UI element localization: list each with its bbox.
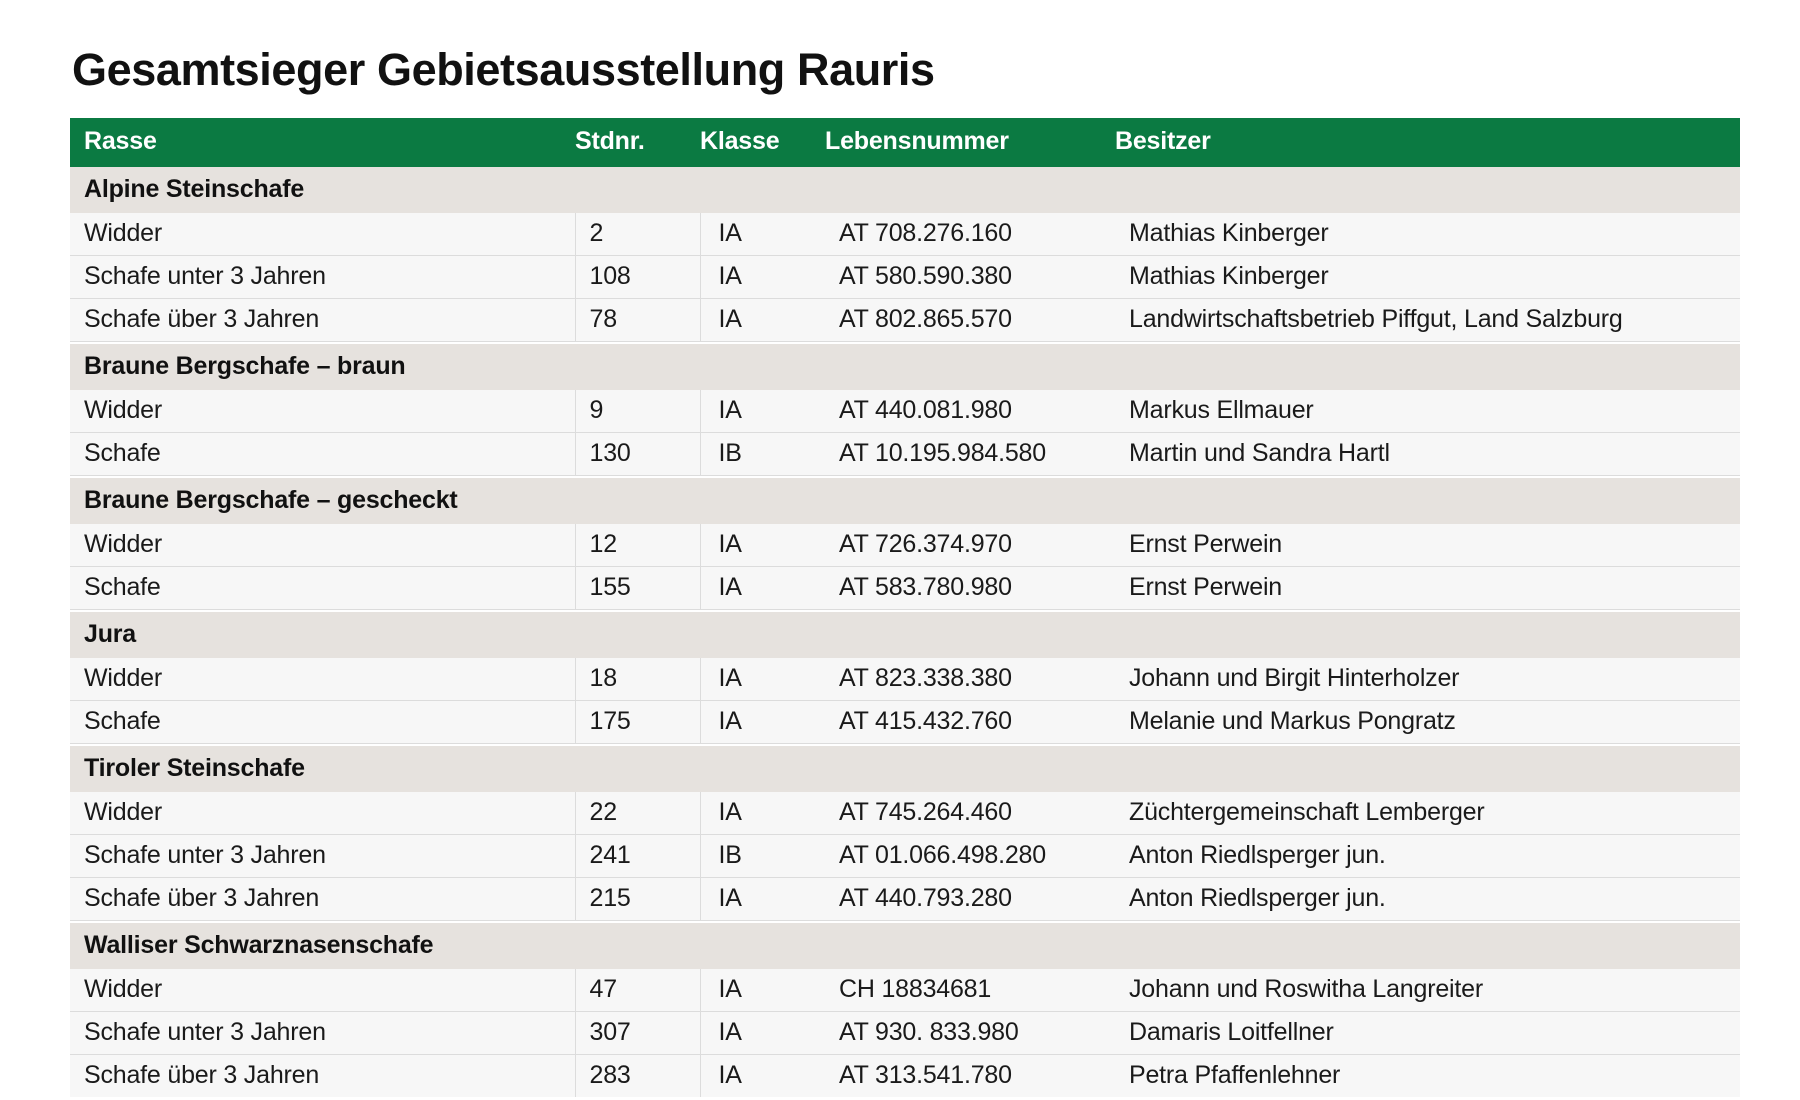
table-row — [70, 213, 1740, 256]
column-header-lebensnummer: Lebensnummer — [825, 118, 1115, 167]
cell-stdnr: 9 — [575, 390, 700, 433]
cell-rasse: Schafe — [70, 433, 575, 476]
group-label: Braune Bergschafe – braun — [70, 344, 1740, 390]
table-row — [70, 433, 1740, 476]
cell-klasse: IA — [700, 390, 825, 433]
cell-klasse: IB — [700, 835, 825, 878]
cell-rasse: Widder — [70, 390, 575, 433]
group-row — [70, 167, 1740, 213]
cell-rasse: Widder — [70, 658, 575, 701]
cell-klasse: IA — [700, 658, 825, 701]
cell-lebensnummer: AT 10.195.984.580 — [825, 433, 1115, 476]
table-row — [70, 878, 1740, 921]
cell-lebensnummer: AT 440.081.980 — [825, 390, 1115, 433]
cell-lebensnummer: AT 708.276.160 — [825, 213, 1115, 256]
cell-stdnr: 47 — [575, 969, 700, 1012]
group-row — [70, 344, 1740, 390]
results-table — [70, 118, 1740, 1097]
cell-besitzer: Markus Ellmauer — [1115, 390, 1740, 433]
cell-stdnr: 22 — [575, 792, 700, 835]
group-label: Jura — [70, 612, 1740, 658]
group-row — [70, 746, 1740, 792]
cell-rasse: Schafe unter 3 Jahren — [70, 256, 575, 299]
cell-klasse: IA — [700, 256, 825, 299]
cell-klasse: IA — [700, 213, 825, 256]
cell-stdnr: 175 — [575, 701, 700, 744]
cell-klasse: IA — [700, 701, 825, 744]
cell-lebensnummer: AT 440.793.280 — [825, 878, 1115, 921]
table-header-row — [70, 118, 1740, 167]
cell-besitzer: Landwirtschaftsbetrieb Piffgut, Land Salzburg — [1115, 299, 1740, 342]
cell-rasse: Schafe über 3 Jahren — [70, 299, 575, 342]
cell-stdnr: 18 — [575, 658, 700, 701]
cell-besitzer: Ernst Perwein — [1115, 524, 1740, 567]
group-label: Braune Bergschafe – gescheckt — [70, 478, 1740, 524]
cell-klasse: IA — [700, 878, 825, 921]
cell-stdnr: 307 — [575, 1012, 700, 1055]
table-row — [70, 524, 1740, 567]
cell-besitzer: Mathias Kinberger — [1115, 256, 1740, 299]
table-row — [70, 567, 1740, 610]
cell-stdnr: 2 — [575, 213, 700, 256]
cell-lebensnummer: CH 18834681 — [825, 969, 1115, 1012]
column-header-rasse: Rasse — [70, 118, 575, 167]
cell-stdnr: 130 — [575, 433, 700, 476]
cell-lebensnummer: AT 823.338.380 — [825, 658, 1115, 701]
column-header-klasse: Klasse — [700, 118, 825, 167]
group-label: Walliser Schwarznasenschafe — [70, 923, 1740, 969]
cell-stdnr: 241 — [575, 835, 700, 878]
cell-stdnr: 215 — [575, 878, 700, 921]
cell-lebensnummer: AT 583.780.980 — [825, 567, 1115, 610]
table-row — [70, 658, 1740, 701]
cell-lebensnummer: AT 930. 833.980 — [825, 1012, 1115, 1055]
table-row — [70, 1012, 1740, 1055]
cell-klasse: IA — [700, 1012, 825, 1055]
cell-rasse: Schafe über 3 Jahren — [70, 1055, 575, 1098]
cell-stdnr: 78 — [575, 299, 700, 342]
group-row — [70, 478, 1740, 524]
cell-lebensnummer: AT 802.865.570 — [825, 299, 1115, 342]
cell-besitzer: Johann und Roswitha Langreiter — [1115, 969, 1740, 1012]
cell-besitzer: Johann und Birgit Hinterholzer — [1115, 658, 1740, 701]
cell-rasse: Schafe unter 3 Jahren — [70, 1012, 575, 1055]
cell-besitzer: Mathias Kinberger — [1115, 213, 1740, 256]
column-header-stdnr: Stdnr. — [575, 118, 700, 167]
group-row — [70, 923, 1740, 969]
cell-stdnr: 12 — [575, 524, 700, 567]
table-row — [70, 1055, 1740, 1098]
cell-besitzer: Züchtergemeinschaft Lemberger — [1115, 792, 1740, 835]
cell-klasse: IA — [700, 524, 825, 567]
group-row — [70, 612, 1740, 658]
table-row — [70, 701, 1740, 744]
cell-rasse: Schafe über 3 Jahren — [70, 878, 575, 921]
cell-lebensnummer: AT 415.432.760 — [825, 701, 1115, 744]
column-header-besitzer: Besitzer — [1115, 118, 1740, 167]
cell-besitzer: Petra Pfaffenlehner — [1115, 1055, 1740, 1098]
cell-rasse: Schafe — [70, 701, 575, 744]
cell-stdnr: 283 — [575, 1055, 700, 1098]
cell-lebensnummer: AT 313.541.780 — [825, 1055, 1115, 1098]
cell-besitzer: Martin und Sandra Hartl — [1115, 433, 1740, 476]
cell-klasse: IA — [700, 792, 825, 835]
cell-stdnr: 108 — [575, 256, 700, 299]
table-row — [70, 299, 1740, 342]
table-row — [70, 390, 1740, 433]
cell-lebensnummer: AT 726.374.970 — [825, 524, 1115, 567]
cell-klasse: IB — [700, 433, 825, 476]
table-row — [70, 792, 1740, 835]
cell-besitzer: Anton Riedlsperger jun. — [1115, 878, 1740, 921]
cell-besitzer: Melanie und Markus Pongratz — [1115, 701, 1740, 744]
table-row — [70, 969, 1740, 1012]
cell-rasse: Widder — [70, 213, 575, 256]
cell-klasse: IA — [700, 969, 825, 1012]
group-label: Tiroler Steinschafe — [70, 746, 1740, 792]
cell-besitzer: Anton Riedlsperger jun. — [1115, 835, 1740, 878]
table-body — [70, 167, 1740, 1097]
cell-besitzer: Ernst Perwein — [1115, 567, 1740, 610]
cell-rasse: Widder — [70, 524, 575, 567]
cell-lebensnummer: AT 745.264.460 — [825, 792, 1115, 835]
cell-rasse: Widder — [70, 969, 575, 1012]
cell-rasse: Widder — [70, 792, 575, 835]
group-label: Alpine Steinschafe — [70, 167, 1740, 213]
cell-lebensnummer: AT 580.590.380 — [825, 256, 1115, 299]
cell-stdnr: 155 — [575, 567, 700, 610]
cell-klasse: IA — [700, 299, 825, 342]
cell-lebensnummer: AT 01.066.498.280 — [825, 835, 1115, 878]
table-row — [70, 835, 1740, 878]
table-header — [70, 118, 1740, 167]
cell-rasse: Schafe unter 3 Jahren — [70, 835, 575, 878]
cell-klasse: IA — [700, 567, 825, 610]
cell-besitzer: Damaris Loitfellner — [1115, 1012, 1740, 1055]
table-row — [70, 256, 1740, 299]
cell-rasse: Schafe — [70, 567, 575, 610]
page-title: Gesamtsieger Gebietsausstellung Rauris — [72, 44, 935, 95]
cell-klasse: IA — [700, 1055, 825, 1098]
